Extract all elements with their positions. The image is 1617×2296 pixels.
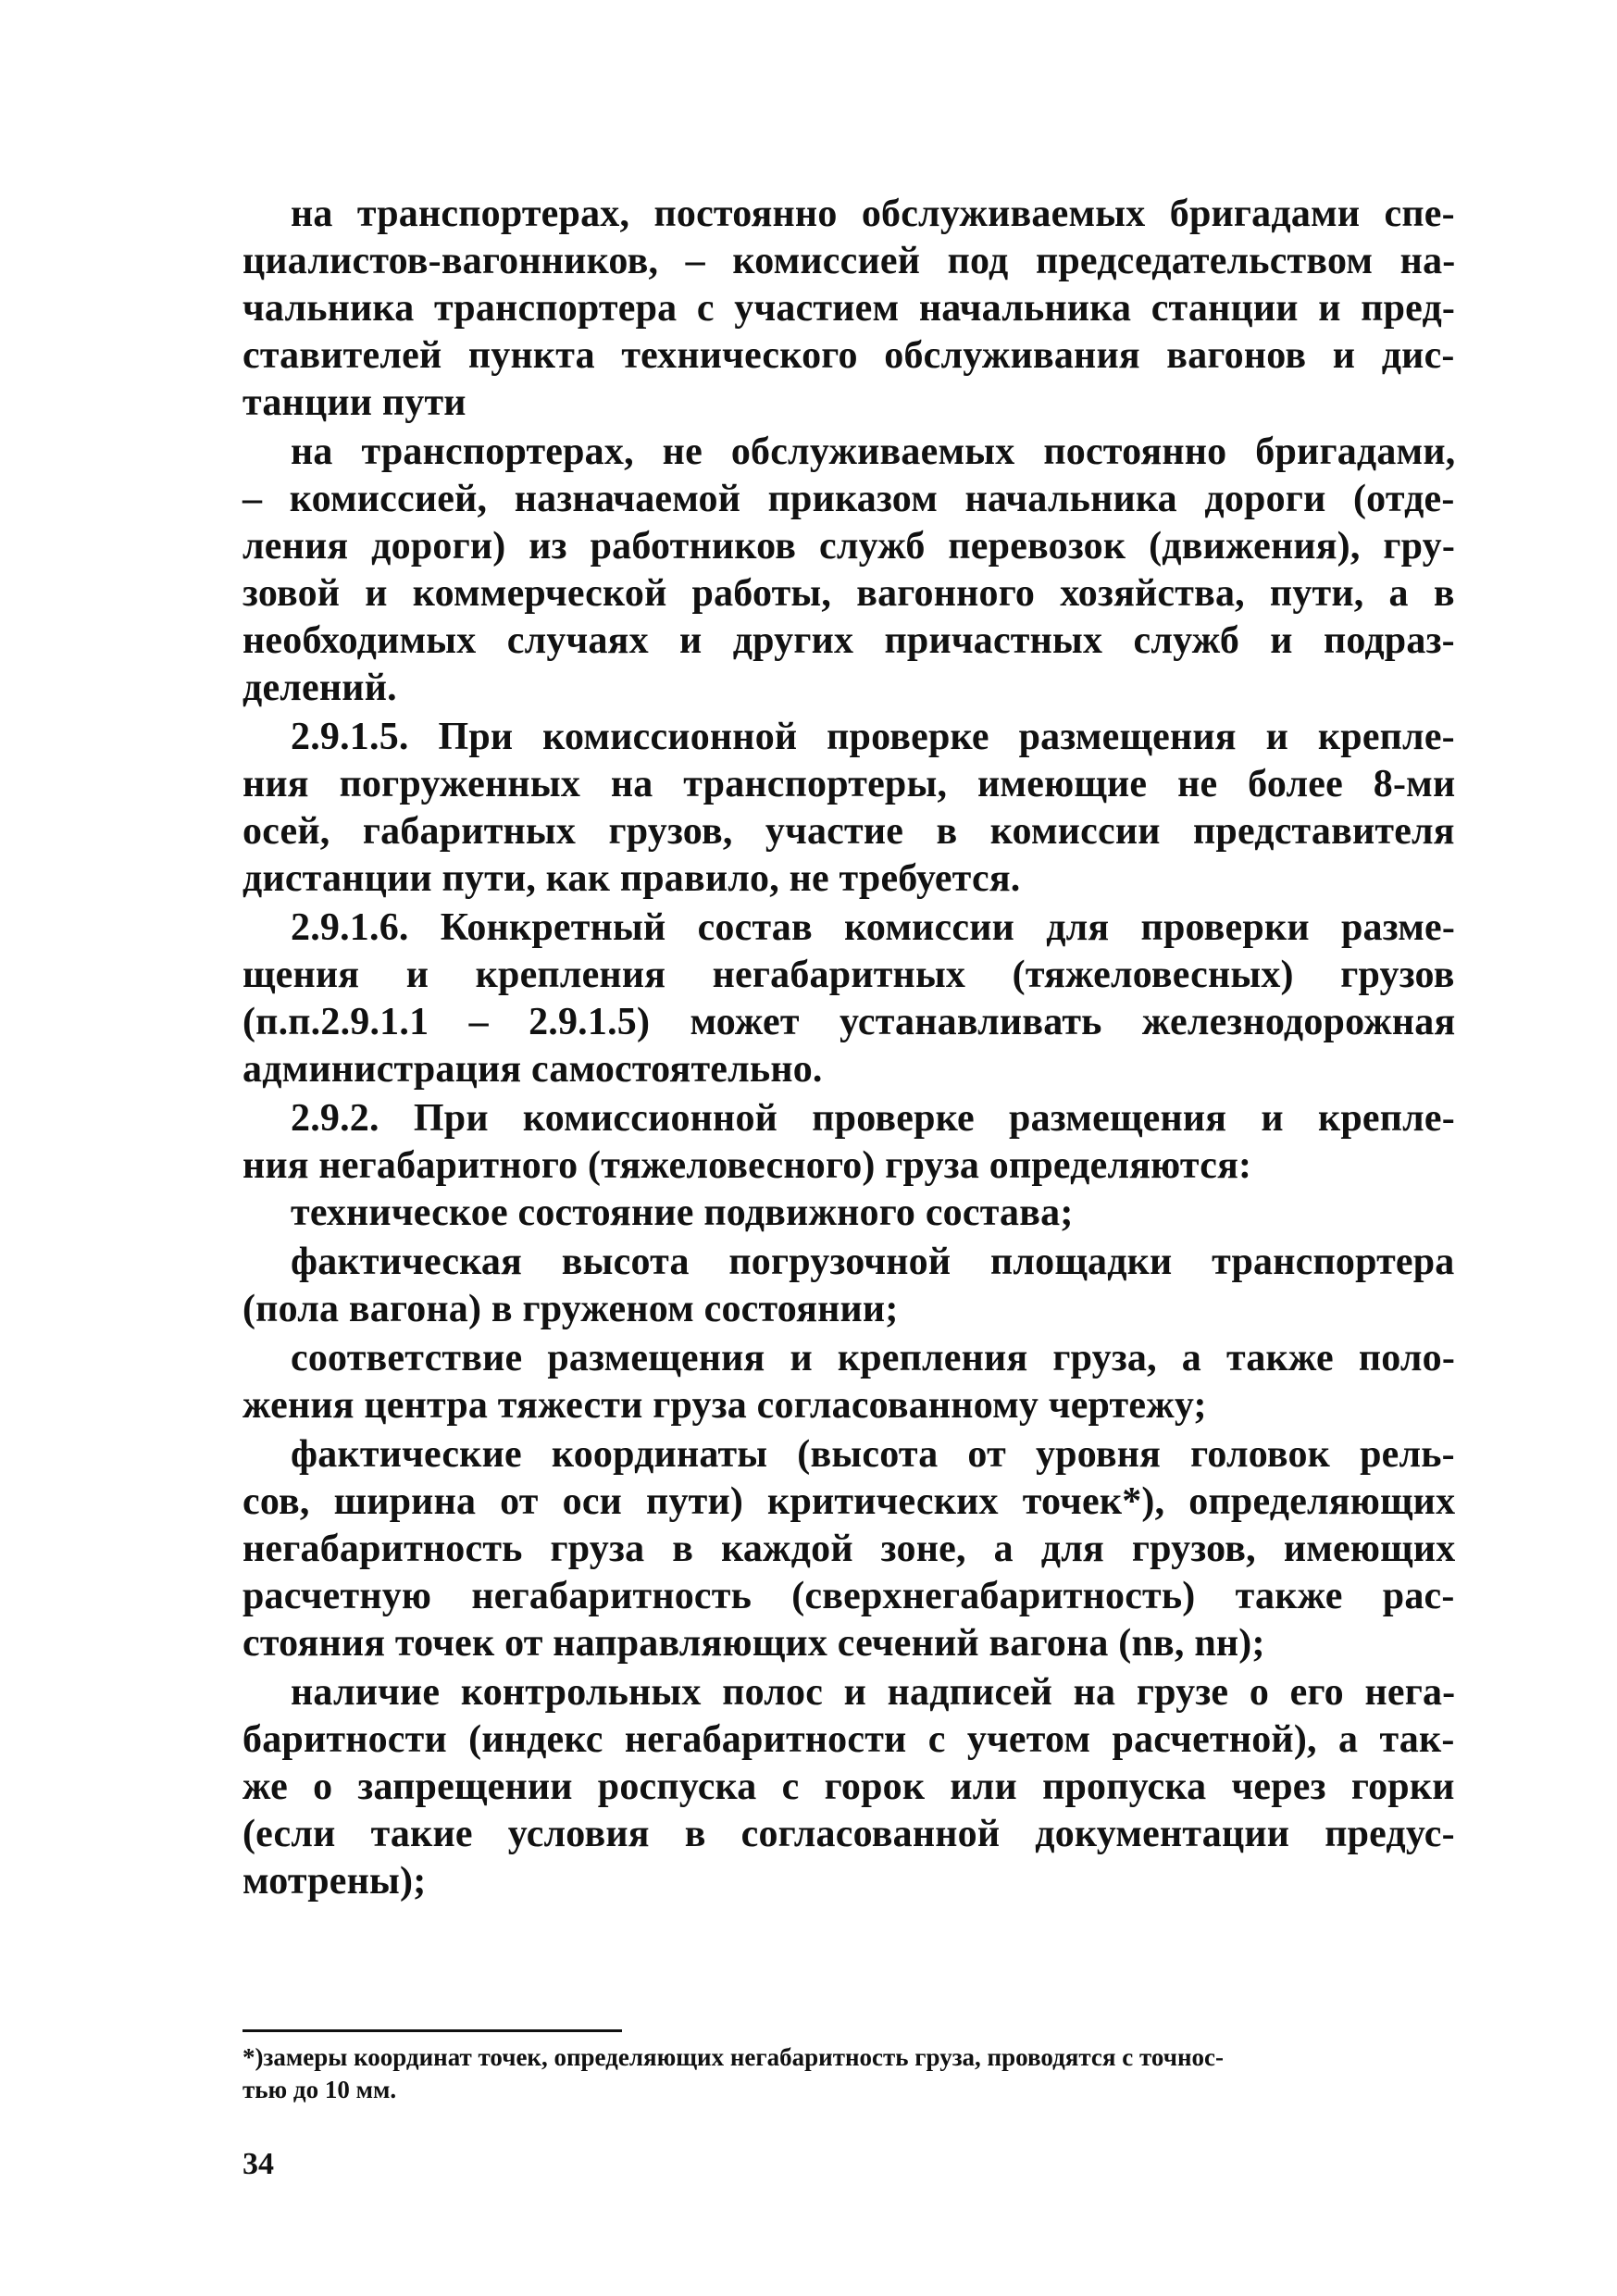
text-line: зовой и коммерческой работы, вагонного хозяйства, пути, а в <box>243 572 1455 615</box>
text-line: ставителей пункта технического обслуживания вагонов и дис- <box>243 334 1455 377</box>
text-line: на транспортерах, не обслуживаемых постоянно бригадами, <box>291 430 1456 473</box>
text-line: соответствие размещения и крепления груза, а также поло- <box>291 1337 1456 1379</box>
text-line: администрация самостоятельно. <box>243 1048 823 1091</box>
text-line: ления дороги) из работников служб перевозок (движения), гру- <box>243 525 1456 568</box>
footnote-divider <box>243 2029 622 2032</box>
text-line: ния погруженных на транспортеры, имеющие не более 8-ми <box>243 763 1456 805</box>
text-line: танции пути <box>243 381 466 424</box>
page-number: 34 <box>243 2147 274 2181</box>
text-line: (п.п.2.9.1.1 – 2.9.1.5) может устанавливать железнодорожная <box>243 1001 1456 1043</box>
text-line: осей, габаритных грузов, участие в комиссии представителя <box>243 810 1455 853</box>
text-line: расчетную негабаритность (сверхнегабаритность) также рас- <box>243 1575 1455 1617</box>
text-line: 2.9.1.5. При комиссионной проверке размещения и крепле- <box>291 716 1455 758</box>
text-line: 2.9.2. При комиссионной проверке размещения и крепле- <box>291 1097 1455 1140</box>
text-line: стояния точек от направляющих сечений вагона (nв, nн); <box>243 1622 1265 1665</box>
text-line: техническое состояние подвижного состава; <box>291 1192 1074 1234</box>
footnote-line: тью до 10 мм. <box>243 2076 397 2103</box>
text-line: ния негабаритного (тяжеловесного) груза определяются: <box>243 1144 1252 1187</box>
text-line: негабаритность груза в каждой зоне, а для грузов, имеющих <box>243 1528 1456 1570</box>
text-line: дистанции пути, как правило, не требуется. <box>243 857 1021 900</box>
text-line: фактические координаты (высота от уровня головок рель- <box>291 1433 1455 1476</box>
text-line: на транспортерах, постоянно обслуживаемых бригадами спе- <box>291 193 1455 235</box>
text-line: мотрены); <box>243 1860 427 1903</box>
text-line: (пола вагона) в груженом состоянии; <box>243 1288 899 1330</box>
text-line: баритности (индекс негабаритности с учетом расчетной), а так- <box>243 1718 1455 1761</box>
text-line: сов, ширина от оси пути) критических точек*), определяющих <box>243 1480 1456 1523</box>
text-line: жения центра тяжести груза согласованному чертежу; <box>243 1384 1207 1427</box>
text-line: 2.9.1.6. Конкретный состав комиссии для проверки разме- <box>291 906 1456 949</box>
text-line: же о запрещении роспуска с горок или пропуска через горки <box>243 1766 1455 1808</box>
text-line: наличие контрольных полос и надписей на грузе о его нега- <box>291 1671 1456 1714</box>
text-line: делений. <box>243 667 397 709</box>
text-line: щения и крепления негабаритных (тяжеловесных) грузов <box>243 954 1455 996</box>
text-line: – комиссией, назначаемой приказом начальника дороги (отде- <box>243 478 1455 520</box>
text-line: необходимых случаях и других причастных служб и подраз- <box>243 619 1455 662</box>
text-line: фактическая высота погрузочной площадки транспортера <box>291 1241 1455 1283</box>
text-line: чальника транспортера с участием начальника станции и пред- <box>243 287 1456 330</box>
text-line: (если такие условия в согласованной документации предус- <box>243 1813 1455 1855</box>
text-line: циалистов-вагонников, – комиссией под председательством на- <box>243 240 1456 282</box>
footnote-line: *)замеры координат точек, определяющих негабаритность груза, проводятся с точнос- <box>243 2043 1224 2071</box>
